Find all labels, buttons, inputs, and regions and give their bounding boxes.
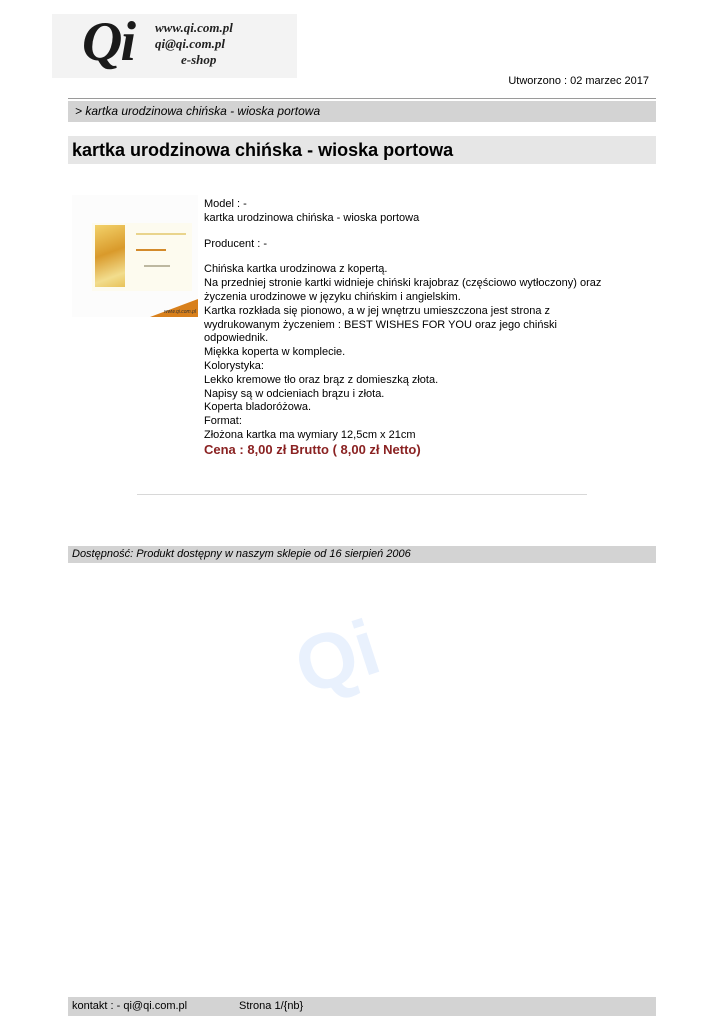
shop-logo: [52, 11, 297, 78]
logo-text: [155, 20, 233, 68]
created-date: Utworzono : 02 marzec 2017: [508, 75, 649, 87]
card-text-line: [136, 249, 166, 251]
description-line: Koperta bladoróżowa.: [204, 401, 312, 414]
description-line: Chińska kartka urodzinowa z kopertą.: [204, 263, 388, 276]
availability-bar: Dostępność: Produkt dostępny w naszym sklepie od 16 sierpień 2006: [68, 546, 656, 563]
logo-url: www.qi.com.pl: [155, 20, 233, 35]
product-model: Model : -: [204, 198, 247, 210]
logo-eshop: e-shop: [181, 52, 217, 67]
description-line: Złożona kartka ma wymiary 12,5cm x 21cm: [204, 428, 416, 441]
description-line: Na przedniej stronie kartki widnieje chiński krajobraz (częściowo wytłoczony) oraz życzenia urodzinowe w języku chińskim i angielskim.: [204, 277, 602, 303]
breadcrumb[interactable]: > kartka urodzinowa chińska - wioska portowa: [68, 101, 656, 122]
logo-email: qi@qi.com.pl: [155, 36, 226, 51]
content-divider: [137, 494, 587, 495]
product-name: kartka urodzinowa chińska - wioska portowa: [204, 211, 420, 224]
product-producer: Producent : -: [204, 237, 267, 250]
product-image: [72, 195, 198, 317]
footer-contact[interactable]: kontakt : - qi@qi.com.pl: [72, 1000, 188, 1012]
page-footer: [68, 997, 656, 1016]
header-divider: [68, 98, 656, 99]
card-scenery: [95, 225, 125, 287]
product-info: [204, 198, 624, 457]
card-text-line: [144, 265, 170, 267]
card-thumbnail: [92, 223, 192, 291]
footer-page-number: Strona 1/{nb}: [239, 1000, 304, 1012]
product-price: Cena : 8,00 zł Brutto ( 8,00 zł Netto): [204, 441, 421, 457]
logo-mark: Qi: [82, 11, 134, 73]
description-line: Kartka rozkłada się pionowo, a w jej wnętrzu umieszczona jest strona z wydrukowanym życzeniem : BEST WISHES FOR YOU oraz jego chiński odpowiednik.: [204, 304, 557, 345]
page-watermark: Qi: [284, 602, 390, 712]
description-line: Format:: [204, 415, 242, 428]
description-line: Lekko kremowe tło oraz brąz z domieszką złota.: [204, 373, 439, 386]
card-text-line: [136, 233, 186, 235]
page-title: kartka urodzinowa chińska - wioska portowa: [68, 136, 656, 164]
description-line: Kolorystyka:: [204, 359, 264, 372]
image-watermark-url: www.qi.com.pl: [164, 309, 196, 315]
description-line: Miękka koperta w komplecie.: [204, 346, 346, 359]
description-line: Napisy są w odcieniach brązu i złota.: [204, 387, 385, 400]
